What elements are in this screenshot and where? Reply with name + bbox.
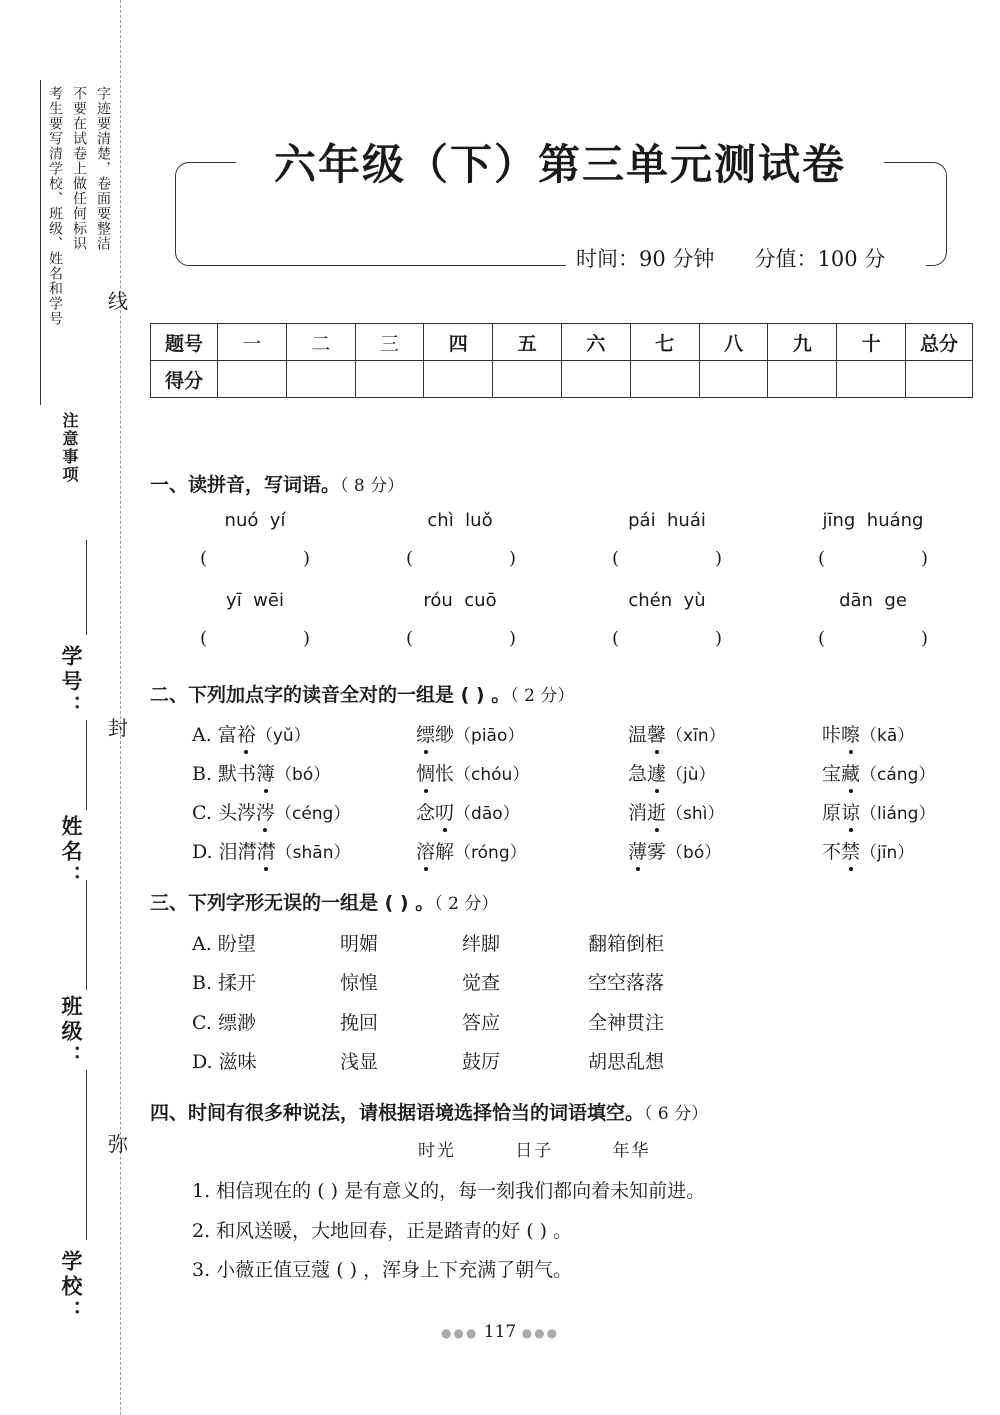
option-pinyin: （piāo） [454,726,525,746]
answer-blank-1[interactable] [200,548,310,569]
score-table [150,323,973,398]
section-2-points: （ 2 分） [510,686,575,706]
score-input-cell[interactable] [493,361,562,398]
paren-close: ) [302,628,310,649]
score-header-cell: 九 [768,324,837,361]
option-a-4 [822,720,914,747]
section-2-title [150,680,574,707]
paren-open: ( [818,628,826,649]
answer-blank-3[interactable] [612,548,722,569]
glyph-word: 挽回 [340,1012,379,1034]
fill-item-1: 1. 相信现在的 ( ) 是有意义的，每一刻我们都向着未知前进。 [192,1180,706,1202]
glyph-row-c [0,1008,1000,1038]
pinyin-1: nuó yí [224,510,286,531]
note-3: 字迹要清楚，卷面要整洁 [95,86,111,251]
option-text: 急 [628,763,648,785]
option-text: 缈 [435,724,455,746]
glyph-word: 胡思乱想 [588,1051,665,1073]
option-a-1 [192,720,311,747]
dotted-char: 嚓 [841,720,860,747]
score-header-cell: 六 [561,324,630,361]
exam-meta [576,244,885,274]
dotted-char: 薄 [628,837,647,864]
section-4-points: （ 6 分） [644,1104,709,1124]
option-text: D. 泪潸 [192,841,257,863]
dotted-char: 逝 [647,798,666,825]
option-text: B. 默书 [192,763,257,785]
page-dots-left: ●●● [440,1326,479,1340]
notes-divider [40,80,41,405]
glyph-word: 全神贯注 [588,1012,665,1034]
fill-item-3: 3. 小薇正值豆蔻 ( ) ，浑身上下充满了朝气。 [192,1259,573,1281]
pinyin-4: jīng huáng [822,510,924,531]
binding-dashed-line [120,0,121,1415]
paren-close: ) [302,548,310,569]
option-pinyin: （kā） [860,726,915,746]
option-text: 宝 [822,763,842,785]
glyph-row-b [0,968,1000,998]
score-input-cell[interactable] [424,361,493,398]
binding-mark-line: 线 [108,289,128,313]
class-label: 班级： [59,995,83,1070]
paren-open: ( [818,548,826,569]
score-header-cell: 三 [355,324,424,361]
option-row-a [0,720,1000,750]
paren-open: ( [200,628,208,649]
exam-score: 分值：100 分 [754,247,886,271]
section-3-title [150,888,498,915]
score-header-cell: 八 [699,324,768,361]
glyph-word: 翻箱倒柜 [588,933,665,955]
dotted-char: 涔 [256,798,275,825]
glyph-word: 惊惶 [340,972,379,994]
option-row-d [0,837,1000,867]
option-c-2 [416,798,520,825]
score-header-cell: 七 [630,324,699,361]
option-d-3 [628,837,721,864]
glyph-word: 明媚 [340,933,379,955]
glyph-word: C. 缥渺 [192,1012,256,1034]
option-pinyin: （shì） [666,804,725,824]
answer-blank-7[interactable] [612,628,722,649]
paren-close: ) [714,548,722,569]
page-dots-right: ●●● [521,1326,560,1340]
option-pinyin: （yǔ） [255,726,311,746]
score-header-cell: 题号 [151,324,218,361]
section-3-title-text: 三、下列字形无误的一组是 ( ) 。 [150,892,435,914]
paren-close: ) [714,628,722,649]
paren-open: ( [612,548,620,569]
name-label: 姓名： [59,815,83,890]
option-pinyin: （chóu） [454,765,530,785]
note-1: 考生要写清学校、班级、姓名和学号 [47,86,63,326]
answer-blank-2[interactable] [406,548,516,569]
paren-open: ( [612,628,620,649]
paren-close: ) [920,628,928,649]
score-input-cell[interactable] [768,361,837,398]
answer-blank-6[interactable] [406,628,516,649]
pinyin-5: yī wēi [226,590,284,611]
option-text: C. 头涔 [192,802,256,824]
pinyin-7: chén yù [628,590,706,611]
word-choices: 时光 日子 年华 [418,1141,651,1161]
student-id-label: 学号： [59,645,83,720]
option-a-3 [628,720,726,747]
score-input-cell[interactable] [218,361,287,398]
glyph-word: B. 揉开 [192,972,257,994]
student-id-line[interactable] [86,540,87,635]
binding-mark-mi: 弥 [108,1132,128,1156]
option-pinyin: （jù） [666,765,716,785]
score-table-header-row [151,324,973,361]
option-text: 怅 [435,763,455,785]
option-text: 雾 [647,841,667,863]
section-3-points: （ 2 分） [434,894,499,914]
glyph-word: 觉查 [462,972,501,994]
paren-close: ) [920,548,928,569]
option-c-1 [192,798,350,825]
option-pinyin: （dāo） [454,804,520,824]
section-1-title [150,470,404,497]
option-b-2 [416,759,529,786]
score-input-cell[interactable] [837,361,906,398]
dotted-char: 藏 [841,759,860,786]
dotted-char: 禁 [841,837,860,864]
option-text: 原 [822,802,842,824]
exam-time: 时间：90 分钟 [576,247,715,271]
option-b-1 [192,759,330,786]
pinyin-3: pái huái [628,510,706,531]
dotted-char: 簿 [256,759,275,786]
glyph-row-d [0,1047,1000,1077]
paren-open: ( [406,628,414,649]
score-header-cell: 五 [493,324,562,361]
option-pinyin: （bó） [275,765,331,785]
fill-item-2: 2. 和风送暖，大地回春，正是踏青的好 ( ) 。 [192,1220,573,1242]
dotted-char: 谅 [841,798,860,825]
option-pinyin: （jīn） [860,843,915,863]
option-text: 咔 [822,724,842,746]
option-text: 消 [628,802,648,824]
option-pinyin: （xīn） [666,726,726,746]
option-pinyin: （céng） [274,804,351,824]
option-text: 温 [628,724,648,746]
section-1-points: （ 8 分） [340,476,405,496]
school-label: 学校： [59,1250,83,1325]
pinyin-6: róu cuō [423,590,497,611]
page-title: 六年级（下）第三单元测试卷 [273,140,846,189]
option-pinyin: （bó） [666,843,722,863]
glyph-word: 鼓厉 [462,1051,501,1073]
dotted-char: 叨 [435,798,454,825]
score-header-cell: 十 [837,324,906,361]
option-b-3 [628,759,716,786]
page-number [0,1322,1000,1342]
score-input-cell[interactable] [561,361,630,398]
answer-blank-5[interactable] [200,628,310,649]
glyph-word: D. 滋味 [192,1051,257,1073]
score-row-label: 得分 [151,361,218,398]
score-input-cell[interactable] [355,361,424,398]
option-pinyin: （shān） [275,843,351,863]
option-c-3 [628,798,724,825]
glyph-word: 答应 [462,1012,501,1034]
glyph-row-a [0,929,1000,959]
dotted-char: 溶 [416,837,435,864]
score-input-cell[interactable] [286,361,355,398]
option-d-4 [822,837,914,864]
paren-open: ( [406,548,414,569]
option-row-b [0,759,1000,789]
score-input-cell[interactable] [906,361,973,398]
dotted-char: 裕 [237,720,256,747]
paren-close: ) [508,628,516,649]
glyph-word: A. 盼望 [192,933,256,955]
section-4-title-text: 四、时间有很多种说法，请根据语境选择恰当的词语填空。 [150,1102,645,1124]
score-input-cell[interactable] [699,361,768,398]
option-text: 念 [416,802,436,824]
option-d-2 [416,837,527,864]
option-d-1 [192,837,350,864]
dotted-char: 遽 [647,759,666,786]
score-header-cell: 总分 [906,324,973,361]
option-text: A. 富 [192,724,237,746]
option-a-2 [416,720,524,747]
page-number-text: 117 [483,1322,517,1342]
option-text: 不 [822,841,842,863]
score-header-cell: 四 [424,324,493,361]
note-2: 不要在试卷上做任何标识 [71,86,87,251]
score-table-score-row [151,361,973,398]
option-b-4 [822,759,935,786]
pinyin-8: dān ge [839,590,907,611]
option-pinyin: （liáng） [860,804,936,824]
score-header-cell: 二 [286,324,355,361]
school-line[interactable] [86,1070,87,1240]
glyph-word: 空空落落 [588,972,665,994]
dotted-char: 惆 [416,759,435,786]
score-input-cell[interactable] [630,361,699,398]
answer-blank-8[interactable] [818,628,928,649]
pinyin-2: chì luǒ [427,510,493,531]
glyph-word: 绊脚 [462,933,501,955]
option-row-c [0,798,1000,828]
glyph-word: 浅显 [340,1051,379,1073]
dotted-char: 馨 [647,720,666,747]
section-2-title-text: 二、下列加点字的读音全对的一组是 ( ) 。 [150,684,511,706]
section-4-title [150,1098,708,1125]
paren-close: ) [508,548,516,569]
answer-blank-4[interactable] [818,548,928,569]
score-header-cell: 一 [218,324,287,361]
option-text: 解 [435,841,455,863]
option-pinyin: （róng） [454,843,527,863]
section-1-title-text: 一、读拼音，写词语。 [150,474,341,496]
paren-open: ( [200,548,208,569]
option-c-4 [822,798,935,825]
dotted-char: 缥 [416,720,435,747]
option-pinyin: （cáng） [860,765,936,785]
notes-title: 注意事项 [60,412,79,484]
binding-mark-seal: 封 [108,716,128,740]
dotted-char: 潸 [257,837,276,864]
